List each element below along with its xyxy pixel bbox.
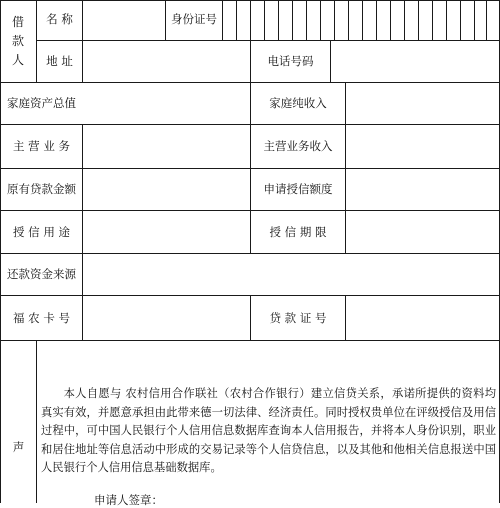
- id-box-divider: [306, 0, 307, 40]
- rule-card-row: [0, 340, 500, 341]
- existing-loan-label: 原有贷款金额: [7, 182, 76, 196]
- id-box-divider: [460, 0, 461, 40]
- rule-label-col-lower: [82, 124, 83, 254]
- repayment-source-label: 还款资金来源: [7, 267, 76, 281]
- id-box-divider: [334, 0, 335, 40]
- net-income-label: 家庭纯收入: [269, 96, 327, 110]
- phone-label: 电话号码: [267, 54, 314, 68]
- id-number-label: 身份证号: [171, 12, 217, 26]
- credit-term-label: 授 信 期 限: [269, 225, 327, 239]
- phone-field[interactable]: [332, 42, 497, 80]
- main-business-label: 主 营 业 务: [13, 139, 70, 153]
- id-box-divider: [278, 0, 279, 40]
- farmer-card-field[interactable]: [84, 297, 248, 338]
- signature-label: 申请人签章：: [94, 493, 163, 507]
- repayment-source-field[interactable]: [84, 255, 497, 293]
- rule-label-col: [82, 0, 83, 82]
- requested-credit-label: 申请授信额度: [263, 182, 333, 196]
- id-box-divider: [474, 0, 475, 40]
- rule-value-col-card: [345, 295, 346, 340]
- id-box-divider: [236, 0, 237, 40]
- rule-use-row: [0, 253, 500, 254]
- declaration-label: 声: [12, 440, 25, 454]
- id-box-divider: [292, 0, 293, 40]
- borrower-char: 人: [11, 53, 24, 67]
- rule-value-col-lower: [345, 82, 346, 253]
- credit-use-field[interactable]: [84, 212, 248, 251]
- id-box-divider: [376, 0, 377, 40]
- loan-cert-field[interactable]: [347, 297, 497, 338]
- id-box-divider: [348, 0, 349, 40]
- main-business-income-field[interactable]: [347, 126, 497, 166]
- id-box-divider: [320, 0, 321, 40]
- address-label: 地 址: [46, 54, 73, 68]
- declaration-paragraph: 本人自愿与 农村信用合作联社（农村合作银行）建立信贷关系，承诺所提供的资料均真实有效，并愿意承担由此带来德一切法律、经济责任。同时授权贵单位在评级授信及用信过程中，可中国人民银行个人信用信息数据库查询本人信用报告，并将本人身份识别，职业和居住地址等信息活动中形成的交易记录等个人信贷信息，以及其他和他相关信息报送中国人民银行个人信用信息基础数据库。: [41, 387, 496, 474]
- id-box-divider: [390, 0, 391, 40]
- main-business-field[interactable]: [84, 126, 248, 166]
- address-field[interactable]: [84, 42, 248, 80]
- total-assets-label: 家庭资产总值: [7, 96, 76, 110]
- name-label: 名 称: [46, 12, 73, 26]
- rule-card-col: [82, 295, 83, 340]
- id-box-divider: [446, 0, 447, 40]
- rule-declaration: [36, 340, 37, 503]
- borrower-label: [8, 13, 28, 70]
- rule-id-value-start: [222, 0, 223, 40]
- id-box-divider: [432, 0, 433, 40]
- name-field[interactable]: [84, 2, 164, 39]
- farmer-card-label: 福 农 卡 号: [13, 311, 70, 325]
- credit-use-label: 授 信 用 途: [13, 225, 70, 239]
- requested-credit-field[interactable]: [347, 170, 497, 208]
- main-business-income-label: 主营业务收入: [263, 139, 333, 153]
- rule-value-col: [330, 40, 331, 82]
- borrower-char: 款: [11, 34, 24, 48]
- borrower-char: 借: [11, 15, 24, 29]
- id-box-divider: [362, 0, 363, 40]
- id-box-divider: [486, 0, 487, 40]
- id-box-divider: [418, 0, 419, 40]
- declaration-text: [41, 385, 496, 478]
- rule-repay-col: [82, 253, 83, 295]
- existing-loan-field[interactable]: [84, 170, 248, 208]
- rule-name-row: [36, 40, 500, 41]
- total-assets-field[interactable]: [84, 84, 248, 122]
- net-income-field[interactable]: [347, 84, 497, 122]
- loan-cert-label: 贷 款 证 号: [269, 311, 327, 325]
- credit-term-field[interactable]: [347, 212, 497, 251]
- id-box-divider: [264, 0, 265, 40]
- rule-left: [0, 0, 1, 503]
- id-box-divider: [250, 0, 251, 40]
- id-box-divider: [404, 0, 405, 40]
